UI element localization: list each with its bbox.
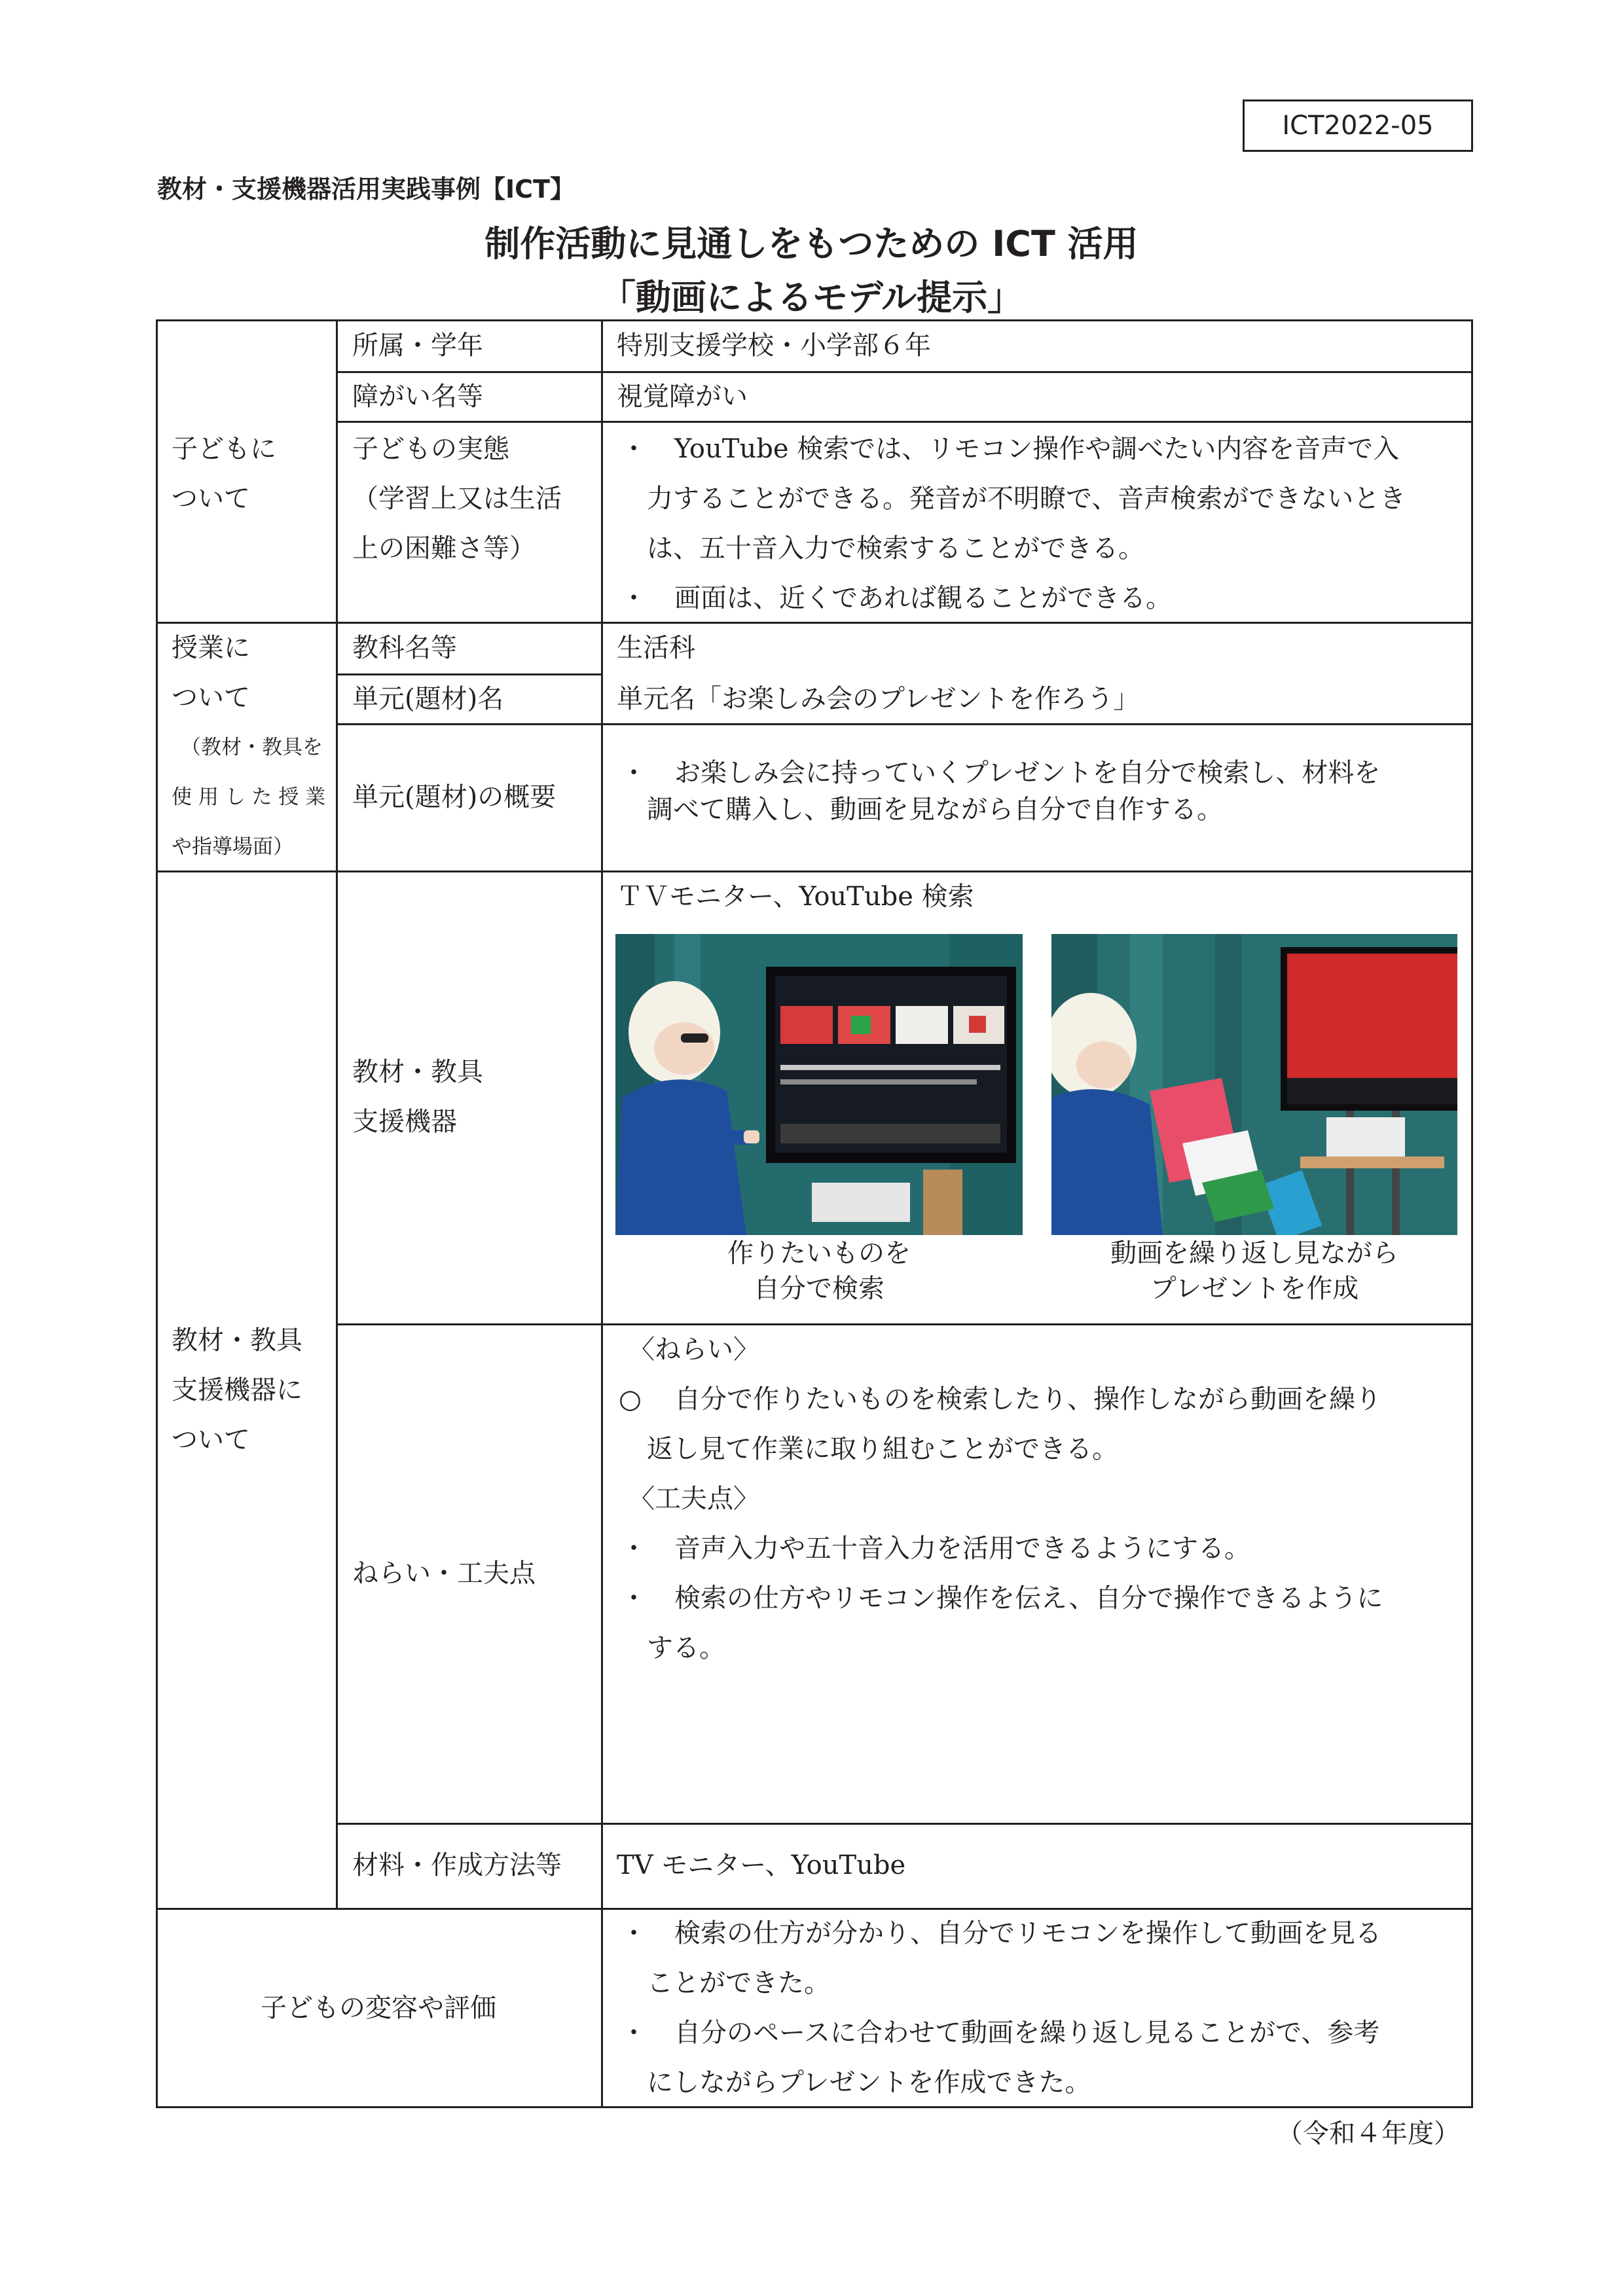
photo-child-crafting [1051,934,1457,1235]
aim-item: ○ 自分で作りたいものを検索したり、操作しながら動画を繰り 返し見て作業に取り組むことができる。 [619,1374,1467,1474]
unit-value: 単元名「お楽しみ会のプレゼントを作ろう」 [617,684,1140,714]
bullet-mark: ・ [621,1534,647,1564]
table-line [336,1323,1473,1325]
photo-child-searching [615,934,1023,1235]
aim-heading: 〈ねらい〉 [629,1335,759,1365]
page-subtitle: 「動画によるモデル提示」 [600,277,1023,318]
materials-method-label: 材料・作成方法等 [352,1850,562,1880]
table-line [601,319,603,2108]
photo-child-crafting-caption: 動画を繰り返し見ながら プレゼントを作成 [1110,1238,1398,1304]
bullet-mark: ・ [621,583,647,613]
series-label: 教材・支援機器活用実践事例【ICT】 [157,175,575,204]
table-border-right [1471,319,1473,2108]
document-id: ICT2022-05 [1282,111,1434,141]
table-line [336,371,1473,373]
tools-label: 教材・教具 支援機器 [352,1057,483,1137]
table-border-left [156,319,158,2108]
tools-value: ＴＶモニター、YouTube 検索 [617,882,974,912]
child-state-label: 子どもの実態 （学習上又は生活 上の困難さ等） [352,434,562,564]
subject-label: 教科名等 [352,633,457,663]
section-material-heading: 教材・教具 支援機器に ついて [172,1325,302,1455]
section-lesson-heading: 授業に ついて [172,633,250,713]
evaluation-label: 子どもの変容や評価 [261,1993,496,2023]
tips-bullet-2: ・ 検索の仕方やリモコン操作を伝え、自分で操作できるように する。 [621,1573,1465,1673]
photo-child-crafting-image [1051,934,1457,1235]
section-child-heading: 子どもに ついて [172,434,276,514]
table-line [336,421,1473,423]
tips-bullet-1: ・ 音声入力や五十音入力を活用できるようにする。 [621,1524,1465,1573]
bullet-mark: ・ [621,758,647,788]
unit-overview-label: 単元(題材)の概要 [352,782,556,812]
evaluation-bullet-1: ・ 検索の仕方が分かり、自分でリモコンを操作して動画を見る ことができた。 [621,1909,1465,2008]
bullet-mark: ・ [621,1918,647,1948]
document-id-box [1243,99,1473,152]
materials-method-value: TV モニター、YouTube [617,1850,906,1880]
unit-overview-bullet: ・ お楽しみ会に持っていくプレゼントを自分で検索し、材料を 調べて購入し、動画を見ながら自分で自作する。 [621,755,1465,828]
photo-child-searching-caption: 作りたいものを 自分で検索 [727,1238,911,1304]
bullet-mark: ・ [621,2018,647,2048]
child-state-bullet-1: ・ YouTube 検索では、リモコン操作や調べたい内容を音声で入 力することができる。発音が不明瞭で、音声検索ができないとき は、五十音入力で検索することができる。 [621,424,1465,573]
circle-bullet-icon: ○ [619,1384,642,1414]
tips-heading: 〈工夫点〉 [629,1484,759,1514]
photo-child-searching-image [615,934,1023,1235]
bullet-mark: ・ [621,434,647,464]
affiliation-value: 特別支援学校・小学部６年 [617,331,931,361]
aims-label: ねらい・工夫点 [352,1558,536,1588]
subject-value: 生活科 [617,633,695,663]
disability-label: 障がい名等 [352,382,483,412]
disability-value: 視覚障がい [617,382,748,412]
affiliation-label: 所属・学年 [352,331,483,361]
evaluation-bullet-2: ・ 自分のペースに合わせて動画を繰り返し見ることがで、参考 にしながらプレゼントを作成できた。 [621,2008,1465,2108]
era-note: （令和４年度） [1277,2119,1460,2149]
section-lesson-note: （教材・教具を 使 用 し た 授 業 や指導場面） [172,736,326,859]
child-state-bullet-2: ・ 画面は、近くであれば観ることができる。 [621,573,1465,623]
bullet-mark: ・ [621,1583,647,1613]
table-line [336,319,338,1910]
unit-label: 単元(題材)名 [352,684,504,714]
table-line [336,1823,1473,1825]
page-title: 制作活動に見通しをもつための ICT 活用 [484,223,1139,264]
